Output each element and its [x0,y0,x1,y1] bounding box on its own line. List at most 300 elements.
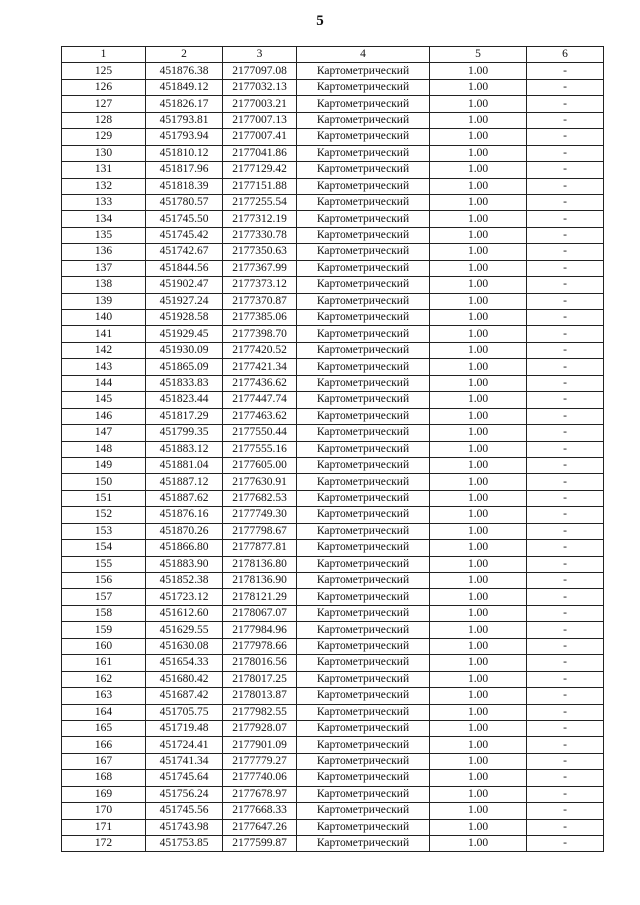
point-number-cell: 170 [62,803,146,819]
x-coordinate-cell: 451723.12 [146,589,223,605]
y-coordinate-cell: 2177420.52 [223,342,297,358]
note-cell: - [527,79,604,95]
note-cell: - [527,63,604,79]
note-cell: - [527,622,604,638]
note-cell: - [527,145,604,161]
accuracy-cell: 1.00 [430,457,527,473]
table-body [62,63,604,852]
y-coordinate-cell: 2177928.07 [223,720,297,736]
point-number-cell: 130 [62,145,146,161]
table-row [62,441,604,457]
accuracy-cell: 1.00 [430,441,527,457]
accuracy-cell: 1.00 [430,162,527,178]
method-cell: Картометрический [297,178,430,194]
note-cell: - [527,359,604,375]
note-cell: - [527,836,604,852]
x-coordinate-cell: 451724.41 [146,737,223,753]
x-coordinate-cell: 451680.42 [146,671,223,687]
accuracy-cell: 1.00 [430,704,527,720]
x-coordinate-cell: 451705.75 [146,704,223,720]
y-coordinate-cell: 2177779.27 [223,753,297,769]
y-coordinate-cell: 2177350.63 [223,244,297,260]
table-row [62,96,604,112]
x-coordinate-cell: 451629.55 [146,622,223,638]
x-coordinate-cell: 451719.48 [146,720,223,736]
point-number-cell: 165 [62,720,146,736]
table-row [62,622,604,638]
point-number-cell: 161 [62,655,146,671]
note-cell: - [527,523,604,539]
point-number-cell: 145 [62,392,146,408]
y-coordinate-cell: 2177370.87 [223,293,297,309]
table-row [62,392,604,408]
y-coordinate-cell: 2178136.80 [223,556,297,572]
note-cell: - [527,310,604,326]
table-row [62,836,604,852]
y-coordinate-cell: 2177097.08 [223,63,297,79]
point-number-cell: 149 [62,457,146,473]
y-coordinate-cell: 2177682.53 [223,490,297,506]
table-row [62,112,604,128]
point-number-cell: 133 [62,194,146,210]
x-coordinate-cell: 451876.38 [146,63,223,79]
note-cell: - [527,408,604,424]
method-cell: Картометрический [297,770,430,786]
y-coordinate-cell: 2177978.66 [223,638,297,654]
y-coordinate-cell: 2177129.42 [223,162,297,178]
note-cell: - [527,638,604,654]
coordinates-table [61,46,604,852]
y-coordinate-cell: 2177740.06 [223,770,297,786]
method-cell: Картометрический [297,129,430,145]
accuracy-cell: 1.00 [430,227,527,243]
table-row [62,638,604,654]
table-row [62,737,604,753]
y-coordinate-cell: 2177312.19 [223,211,297,227]
point-number-cell: 135 [62,227,146,243]
accuracy-cell: 1.00 [430,112,527,128]
note-cell: - [527,112,604,128]
y-coordinate-cell: 2178136.90 [223,573,297,589]
y-coordinate-cell: 2177032.13 [223,79,297,95]
y-coordinate-cell: 2177550.44 [223,425,297,441]
point-number-cell: 128 [62,112,146,128]
note-cell: - [527,244,604,260]
note-cell: - [527,425,604,441]
table-row [62,605,604,621]
accuracy-cell: 1.00 [430,836,527,852]
method-cell: Картометрический [297,474,430,490]
point-number-cell: 155 [62,556,146,572]
y-coordinate-cell: 2177421.34 [223,359,297,375]
table-row [62,655,604,671]
table-row [62,211,604,227]
accuracy-cell: 1.00 [430,622,527,638]
point-number-cell: 148 [62,441,146,457]
x-coordinate-cell: 451742.67 [146,244,223,260]
method-cell: Картометрический [297,408,430,424]
x-coordinate-cell: 451793.81 [146,112,223,128]
method-cell: Картометрический [297,277,430,293]
point-number-cell: 144 [62,375,146,391]
point-number-cell: 160 [62,638,146,654]
table-row [62,79,604,95]
table-row [62,227,604,243]
y-coordinate-cell: 2178017.25 [223,671,297,687]
point-number-cell: 131 [62,162,146,178]
point-number-cell: 139 [62,293,146,309]
y-coordinate-cell: 2177630.91 [223,474,297,490]
method-cell: Картометрический [297,145,430,161]
note-cell: - [527,178,604,194]
method-cell: Картометрический [297,359,430,375]
point-number-cell: 172 [62,836,146,852]
note-cell: - [527,819,604,835]
x-coordinate-cell: 451929.45 [146,326,223,342]
y-coordinate-cell: 2177398.70 [223,326,297,342]
y-coordinate-cell: 2177007.41 [223,129,297,145]
method-cell: Картометрический [297,638,430,654]
table-row [62,129,604,145]
point-number-cell: 129 [62,129,146,145]
accuracy-cell: 1.00 [430,375,527,391]
method-cell: Картометрический [297,260,430,276]
method-cell: Картометрический [297,96,430,112]
table-row [62,293,604,309]
note-cell: - [527,490,604,506]
note-cell: - [527,342,604,358]
point-number-cell: 163 [62,688,146,704]
accuracy-cell: 1.00 [430,753,527,769]
x-coordinate-cell: 451780.57 [146,194,223,210]
x-coordinate-cell: 451743.98 [146,819,223,835]
x-coordinate-cell: 451817.96 [146,162,223,178]
column-header: 1 [62,47,146,63]
method-cell: Картометрический [297,112,430,128]
x-coordinate-cell: 451826.17 [146,96,223,112]
method-cell: Картометрический [297,556,430,572]
table-row [62,63,604,79]
table-row [62,720,604,736]
method-cell: Картометрический [297,425,430,441]
accuracy-cell: 1.00 [430,310,527,326]
table-row [62,474,604,490]
y-coordinate-cell: 2177463.62 [223,408,297,424]
method-cell: Картометрический [297,293,430,309]
y-coordinate-cell: 2178067.07 [223,605,297,621]
note-cell: - [527,326,604,342]
table-row [62,490,604,506]
note-cell: - [527,457,604,473]
method-cell: Картометрический [297,589,430,605]
accuracy-cell: 1.00 [430,178,527,194]
point-number-cell: 136 [62,244,146,260]
accuracy-cell: 1.00 [430,244,527,260]
note-cell: - [527,573,604,589]
method-cell: Картометрический [297,605,430,621]
accuracy-cell: 1.00 [430,211,527,227]
point-number-cell: 141 [62,326,146,342]
x-coordinate-cell: 451870.26 [146,523,223,539]
point-number-cell: 159 [62,622,146,638]
x-coordinate-cell: 451817.29 [146,408,223,424]
note-cell: - [527,277,604,293]
note-cell: - [527,162,604,178]
point-number-cell: 169 [62,786,146,802]
method-cell: Картометрический [297,753,430,769]
point-number-cell: 138 [62,277,146,293]
column-header: 4 [297,47,430,63]
x-coordinate-cell: 451818.39 [146,178,223,194]
y-coordinate-cell: 2177436.62 [223,375,297,391]
y-coordinate-cell: 2177982.55 [223,704,297,720]
x-coordinate-cell: 451741.34 [146,753,223,769]
y-coordinate-cell: 2177385.06 [223,310,297,326]
point-number-cell: 157 [62,589,146,605]
x-coordinate-cell: 451883.12 [146,441,223,457]
accuracy-cell: 1.00 [430,63,527,79]
accuracy-cell: 1.00 [430,523,527,539]
x-coordinate-cell: 451654.33 [146,655,223,671]
note-cell: - [527,441,604,457]
method-cell: Картометрический [297,310,430,326]
note-cell: - [527,211,604,227]
accuracy-cell: 1.00 [430,129,527,145]
method-cell: Картометрический [297,194,430,210]
page-number: 5 [316,13,324,29]
note-cell: - [527,786,604,802]
note-cell: - [527,474,604,490]
table-row [62,277,604,293]
table-row [62,244,604,260]
table-row [62,688,604,704]
method-cell: Картометрический [297,704,430,720]
method-cell: Картометрический [297,63,430,79]
x-coordinate-cell: 451927.24 [146,293,223,309]
accuracy-cell: 1.00 [430,819,527,835]
accuracy-cell: 1.00 [430,803,527,819]
accuracy-cell: 1.00 [430,408,527,424]
point-number-cell: 132 [62,178,146,194]
note-cell: - [527,293,604,309]
table-row [62,704,604,720]
x-coordinate-cell: 451881.04 [146,457,223,473]
accuracy-cell: 1.00 [430,490,527,506]
x-coordinate-cell: 451833.83 [146,375,223,391]
method-cell: Картометрический [297,79,430,95]
table-row [62,342,604,358]
x-coordinate-cell: 451687.42 [146,688,223,704]
accuracy-cell: 1.00 [430,359,527,375]
method-cell: Картометрический [297,671,430,687]
table-row [62,359,604,375]
note-cell: - [527,392,604,408]
x-coordinate-cell: 451883.90 [146,556,223,572]
x-coordinate-cell: 451745.56 [146,803,223,819]
note-cell: - [527,260,604,276]
x-coordinate-cell: 451612.60 [146,605,223,621]
method-cell: Картометрический [297,490,430,506]
method-cell: Картометрический [297,162,430,178]
column-header: 6 [527,47,604,63]
table-row [62,457,604,473]
table-row [62,326,604,342]
accuracy-cell: 1.00 [430,260,527,276]
y-coordinate-cell: 2177151.88 [223,178,297,194]
y-coordinate-cell: 2177901.09 [223,737,297,753]
method-cell: Картометрический [297,523,430,539]
y-coordinate-cell: 2177255.54 [223,194,297,210]
point-number-cell: 140 [62,310,146,326]
x-coordinate-cell: 451887.12 [146,474,223,490]
accuracy-cell: 1.00 [430,194,527,210]
x-coordinate-cell: 451844.56 [146,260,223,276]
x-coordinate-cell: 451849.12 [146,79,223,95]
accuracy-cell: 1.00 [430,671,527,687]
point-number-cell: 146 [62,408,146,424]
method-cell: Картометрический [297,786,430,802]
x-coordinate-cell: 451745.50 [146,211,223,227]
y-coordinate-cell: 2177749.30 [223,507,297,523]
y-coordinate-cell: 2177555.16 [223,441,297,457]
note-cell: - [527,704,604,720]
y-coordinate-cell: 2177447.74 [223,392,297,408]
accuracy-cell: 1.00 [430,655,527,671]
accuracy-cell: 1.00 [430,786,527,802]
column-header: 3 [223,47,297,63]
accuracy-cell: 1.00 [430,720,527,736]
accuracy-cell: 1.00 [430,556,527,572]
x-coordinate-cell: 451630.08 [146,638,223,654]
point-number-cell: 167 [62,753,146,769]
accuracy-cell: 1.00 [430,474,527,490]
accuracy-cell: 1.00 [430,573,527,589]
note-cell: - [527,770,604,786]
column-header: 5 [430,47,527,63]
table-row [62,803,604,819]
note-cell: - [527,556,604,572]
point-number-cell: 151 [62,490,146,506]
point-number-cell: 162 [62,671,146,687]
method-cell: Картометрический [297,326,430,342]
point-number-cell: 168 [62,770,146,786]
point-number-cell: 166 [62,737,146,753]
x-coordinate-cell: 451887.62 [146,490,223,506]
table-row [62,556,604,572]
method-cell: Картометрический [297,720,430,736]
method-cell: Картометрический [297,244,430,260]
x-coordinate-cell: 451930.09 [146,342,223,358]
table-row [62,523,604,539]
y-coordinate-cell: 2177668.33 [223,803,297,819]
y-coordinate-cell: 2177678.97 [223,786,297,802]
table-row [62,310,604,326]
table-row [62,375,604,391]
y-coordinate-cell: 2177367.99 [223,260,297,276]
accuracy-cell: 1.00 [430,342,527,358]
method-cell: Картометрический [297,375,430,391]
note-cell: - [527,589,604,605]
x-coordinate-cell: 451865.09 [146,359,223,375]
point-number-cell: 150 [62,474,146,490]
method-cell: Картометрический [297,573,430,589]
method-cell: Картометрический [297,655,430,671]
method-cell: Картометрический [297,688,430,704]
table-row [62,753,604,769]
y-coordinate-cell: 2177605.00 [223,457,297,473]
y-coordinate-cell: 2177003.21 [223,96,297,112]
method-cell: Картометрический [297,342,430,358]
table-row [62,671,604,687]
x-coordinate-cell: 451810.12 [146,145,223,161]
y-coordinate-cell: 2177007.13 [223,112,297,128]
accuracy-cell: 1.00 [430,770,527,786]
note-cell: - [527,194,604,210]
table-row [62,162,604,178]
y-coordinate-cell: 2177798.67 [223,523,297,539]
table-row [62,260,604,276]
point-number-cell: 154 [62,540,146,556]
x-coordinate-cell: 451928.58 [146,310,223,326]
table-row [62,178,604,194]
method-cell: Картометрический [297,819,430,835]
note-cell: - [527,671,604,687]
note-cell: - [527,507,604,523]
table-row [62,507,604,523]
method-cell: Картометрический [297,227,430,243]
table-row [62,408,604,424]
y-coordinate-cell: 2177647.26 [223,819,297,835]
accuracy-cell: 1.00 [430,392,527,408]
accuracy-cell: 1.00 [430,277,527,293]
table-row [62,540,604,556]
x-coordinate-cell: 451866.80 [146,540,223,556]
table-row [62,194,604,210]
method-cell: Картометрический [297,836,430,852]
point-number-cell: 126 [62,79,146,95]
note-cell: - [527,688,604,704]
y-coordinate-cell: 2177877.81 [223,540,297,556]
accuracy-cell: 1.00 [430,507,527,523]
method-cell: Картометрический [297,507,430,523]
table-row [62,145,604,161]
accuracy-cell: 1.00 [430,145,527,161]
table-row [62,819,604,835]
point-number-cell: 164 [62,704,146,720]
method-cell: Картометрический [297,540,430,556]
method-cell: Картометрический [297,622,430,638]
method-cell: Картометрический [297,211,430,227]
point-number-cell: 137 [62,260,146,276]
x-coordinate-cell: 451756.24 [146,786,223,802]
y-coordinate-cell: 2177041.86 [223,145,297,161]
point-number-cell: 125 [62,63,146,79]
accuracy-cell: 1.00 [430,540,527,556]
table-header-row [62,47,604,63]
point-number-cell: 152 [62,507,146,523]
table-row [62,573,604,589]
y-coordinate-cell: 2178121.29 [223,589,297,605]
accuracy-cell: 1.00 [430,605,527,621]
table-row [62,770,604,786]
method-cell: Картометрический [297,803,430,819]
method-cell: Картометрический [297,392,430,408]
y-coordinate-cell: 2177330.78 [223,227,297,243]
y-coordinate-cell: 2178013.87 [223,688,297,704]
method-cell: Картометрический [297,737,430,753]
table-row [62,589,604,605]
x-coordinate-cell: 451745.64 [146,770,223,786]
